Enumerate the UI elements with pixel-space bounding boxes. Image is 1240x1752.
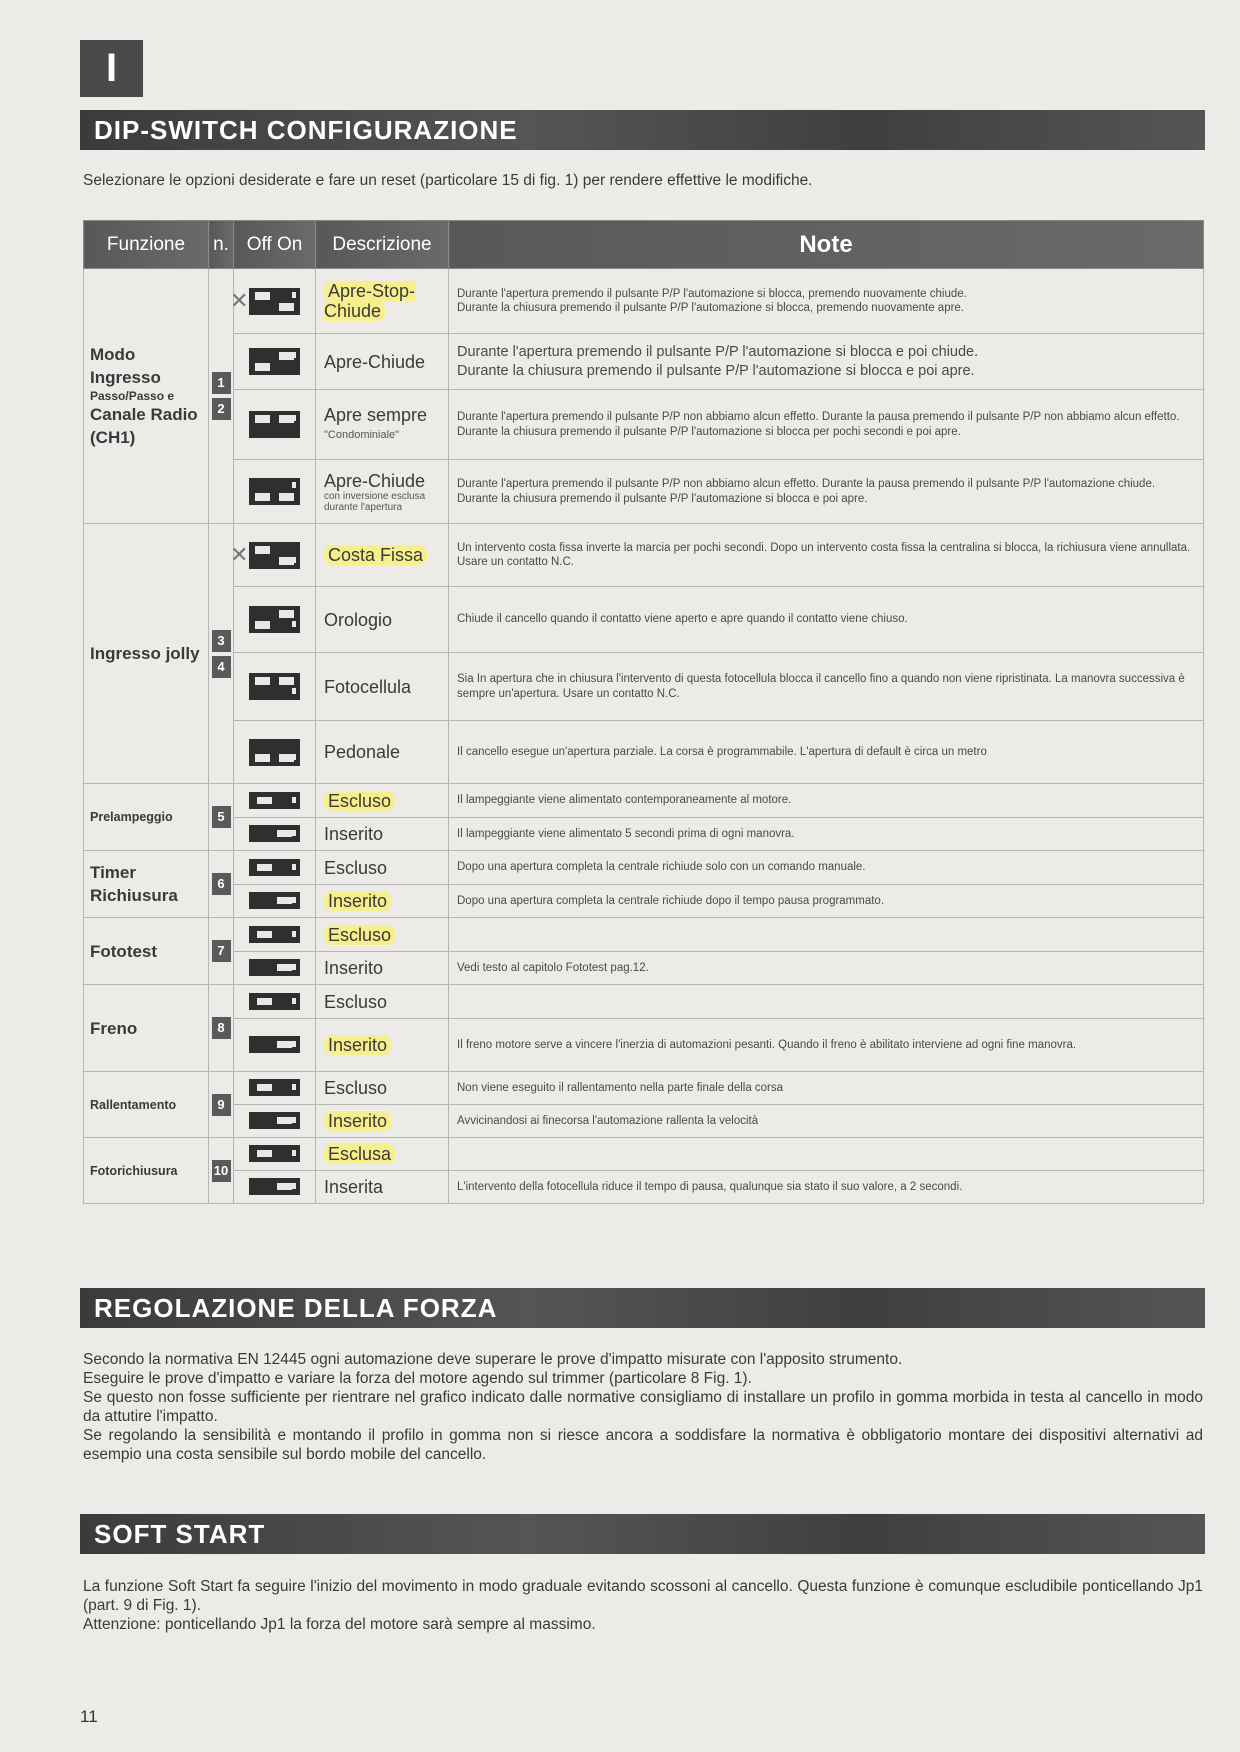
desc-cell: Inserito bbox=[316, 818, 449, 851]
highlight bbox=[324, 281, 415, 321]
switch-number: 9 bbox=[212, 1094, 231, 1116]
note-text: Durante la chiusura premendo il pulsante P/P l'automazione si blocca per pochi secondi e poi apre. bbox=[457, 425, 961, 438]
func-fotorichiusura: Fotorichiusura bbox=[84, 1138, 209, 1204]
note-text: Durante la chiusura premendo il pulsante P/P l'automazione si blocca e poi apre. bbox=[457, 362, 975, 379]
desc-cell bbox=[316, 1019, 449, 1072]
table-row bbox=[84, 524, 1204, 587]
note-cell bbox=[449, 269, 1204, 334]
desc-text: Esclusa bbox=[324, 1144, 395, 1164]
desc-cell: Escluso bbox=[316, 851, 449, 885]
dip-switch-cell bbox=[234, 1019, 316, 1072]
dip-switch-icon bbox=[249, 1036, 300, 1053]
desc-cell bbox=[316, 269, 449, 334]
desc-cell bbox=[316, 524, 449, 587]
dip-switch-icon bbox=[249, 673, 300, 700]
table-row bbox=[84, 1105, 1204, 1138]
desc-text: Apre-Stop- bbox=[328, 281, 416, 301]
n-cell bbox=[209, 851, 234, 918]
note-cell: Il cancello esegue un'apertura parziale. La corsa è programmabile. L'apertura di default è circa un metro bbox=[449, 721, 1204, 784]
dip-switch-icon bbox=[249, 825, 300, 842]
func-ingresso-jolly: Ingresso jolly bbox=[84, 524, 209, 784]
desc-cell bbox=[316, 390, 449, 460]
paragraph: Se questo non fosse sufficiente per rientrare nel grafico indicato dalle normative consigliamo di installare un profilo in gomma morbida in testa al cancello in modo da attutire l'impatto. bbox=[83, 1389, 1203, 1425]
note-cell: Durante l'apertura premendo il pulsante P/P non abbiamo alcun effetto. Durante la pausa premendo il pulsante P/P l'automazione chiude. Durante la chiusura premendo il pulsante P/P l'automazione si blocca e poi apre. bbox=[449, 460, 1204, 524]
dip-switch-cell bbox=[234, 918, 316, 952]
dip-switch-icon bbox=[249, 1178, 300, 1195]
table-row bbox=[84, 818, 1204, 851]
note-cell: Sia In apertura che in chiusura l'intervento di questa fotocellula blocca il cancello fino a quando non viene ripristinata. La manovra successiva è sempre un'apertura. Usare un contatto N.C. bbox=[449, 653, 1204, 721]
dip-switch-icon bbox=[249, 606, 300, 633]
desc-text: Apre-Chiude bbox=[324, 470, 426, 491]
desc-cell: Escluso bbox=[316, 985, 449, 1019]
switch-number: 5 bbox=[212, 806, 231, 828]
note-text: Durante l'apertura premendo il pulsante P/P non abbiamo alcun effetto. Durante la pausa premendo il pulsante P/P non abbiamo alcun effetto. bbox=[457, 411, 1180, 423]
dip-switch-icon bbox=[249, 411, 300, 438]
func-title2: Canale Radio (CH1) bbox=[90, 405, 198, 447]
switch-number: 7 bbox=[212, 940, 231, 962]
note-cell bbox=[449, 918, 1204, 952]
desc-cell bbox=[316, 918, 449, 952]
cross-mark-icon: ✕ bbox=[230, 541, 249, 567]
note-cell: Avvicinandosi ai finecorsa l'automazione rallenta la velocità bbox=[449, 1105, 1204, 1138]
dip-switch-cell bbox=[234, 587, 316, 653]
dip-switch-cell bbox=[234, 885, 316, 918]
desc-cell bbox=[316, 1138, 449, 1171]
dip-switch-cell bbox=[234, 334, 316, 390]
dip-switch-icon bbox=[249, 288, 300, 315]
note-cell bbox=[449, 334, 1204, 390]
desc-cell: Fotocellula bbox=[316, 653, 449, 721]
dip-section-title: DIP-SWITCH CONFIGURAZIONE bbox=[80, 110, 1205, 150]
dip-switch-cell bbox=[234, 1072, 316, 1105]
desc-text: Inserito bbox=[324, 1111, 391, 1131]
dip-switch-icon bbox=[249, 1079, 300, 1096]
note-cell: Dopo una apertura completa la centrale richiude solo con un comando manuale. bbox=[449, 851, 1204, 885]
dip-switch-cell bbox=[234, 721, 316, 784]
header-descrizione: Descrizione bbox=[316, 221, 449, 269]
dip-switch-icon bbox=[249, 1112, 300, 1129]
table-header bbox=[84, 221, 1204, 269]
note-text: Durante l'apertura premendo il pulsante P/P l'automazione si blocca e poi chiude. bbox=[457, 343, 979, 360]
forza-section-title: REGOLAZIONE DELLA FORZA bbox=[80, 1288, 1205, 1328]
note-cell: Vedi testo al capitolo Fototest pag.12. bbox=[449, 952, 1204, 985]
dip-switch-icon bbox=[249, 926, 300, 943]
paragraph: Se regolando la sensibilità e montando il profilo in gomma non si riesce ancora a soddisfare la normativa è obbligatorio montare dei dispositivi alternativi ad esempio una costa sensibile sul bordo mobile del cancello. bbox=[83, 1427, 1203, 1463]
table-row bbox=[84, 851, 1204, 885]
dip-switch-cell bbox=[234, 1105, 316, 1138]
desc-text: Chiude bbox=[324, 301, 382, 321]
dip-switch-icon bbox=[249, 542, 300, 569]
switch-number: 8 bbox=[212, 1017, 231, 1039]
table-row bbox=[84, 653, 1204, 721]
table-row bbox=[84, 460, 1204, 524]
dip-switch-icon bbox=[249, 892, 300, 909]
desc-text: Escluso bbox=[324, 791, 395, 811]
table-row bbox=[84, 1138, 1204, 1171]
dip-switch-icon bbox=[249, 959, 300, 976]
n-cell bbox=[209, 1072, 234, 1138]
func-modo-ingresso bbox=[84, 269, 209, 524]
note-cell: Un intervento costa fissa inverte la marcia per pochi secondi. Dopo un intervento costa fissa la centralina si blocca, la richiusura viene annullata. Usare un contatto N.C. bbox=[449, 524, 1204, 587]
n-cell bbox=[209, 985, 234, 1072]
desc-cell bbox=[316, 885, 449, 918]
language-badge: I bbox=[80, 40, 143, 97]
dip-switch-cell bbox=[234, 952, 316, 985]
dip-switch-table bbox=[83, 220, 1204, 1204]
switch-number: 3 bbox=[212, 630, 231, 652]
dip-switch-cell bbox=[234, 653, 316, 721]
note-cell: Il lampeggiante viene alimentato contemporaneamente al motore. bbox=[449, 784, 1204, 818]
dip-intro: Selezionare le opzioni desiderate e fare un reset (particolare 15 di fig. 1) per rendere effettive le modifiche. bbox=[83, 172, 813, 189]
table-row bbox=[84, 885, 1204, 918]
desc-text: Inserito bbox=[324, 1035, 391, 1055]
forza-text bbox=[83, 1350, 1203, 1464]
dip-switch-cell bbox=[234, 784, 316, 818]
note-cell bbox=[449, 390, 1204, 460]
note-cell: Chiude il cancello quando il contatto viene aperto e apre quando il contatto viene chiuso. bbox=[449, 587, 1204, 653]
dip-switch-cell bbox=[234, 985, 316, 1019]
func-timer-richiusura: Timer Richiusura bbox=[84, 851, 209, 918]
header-funzione: Funzione bbox=[84, 221, 209, 269]
n-cell bbox=[209, 918, 234, 985]
switch-number: 10 bbox=[212, 1160, 231, 1182]
func-freno: Freno bbox=[84, 985, 209, 1072]
desc-sub: con inversione esclusa durante l'apertura bbox=[324, 490, 426, 513]
paragraph: Attenzione: ponticellando Jp1 la forza del motore sarà sempre al massimo. bbox=[83, 1616, 596, 1633]
paragraph: La funzione Soft Start fa seguire l'inizio del movimento in modo graduale evitando scossoni al cancello. Questa funzione è comunque escludibile ponticellando Jp1 (part. 9 di Fig. 1). bbox=[83, 1578, 1203, 1614]
dip-switch-cell bbox=[230, 524, 316, 587]
table-row bbox=[84, 390, 1204, 460]
desc-cell: Apre-Chiude bbox=[316, 334, 449, 390]
table-row bbox=[84, 784, 1204, 818]
func-rallentamento: Rallentamento bbox=[84, 1072, 209, 1138]
table-row bbox=[84, 985, 1204, 1019]
dip-switch-icon bbox=[249, 478, 300, 505]
switch-number: 4 bbox=[212, 656, 231, 678]
header-offon: Off On bbox=[234, 221, 316, 269]
table-row bbox=[84, 918, 1204, 952]
dip-switch-icon bbox=[249, 859, 300, 876]
note-cell: L'intervento della fotocellula riduce il tempo di pausa, qualunque sia stato il suo valore, a 2 secondi. bbox=[449, 1171, 1204, 1204]
page-number: 11 bbox=[80, 1707, 98, 1726]
paragraph: Secondo la normativa EN 12445 ogni automazione deve superare le prove d'impatto misurate con l'apposito strumento. bbox=[83, 1351, 903, 1368]
note-cell: Non viene eseguito il rallentamento nella parte finale della corsa bbox=[449, 1072, 1204, 1105]
func-title: Modo Ingresso bbox=[90, 345, 161, 387]
func-prelampeggio: Prelampeggio bbox=[84, 784, 209, 851]
dip-switch-cell bbox=[234, 1171, 316, 1204]
desc-text: Escluso bbox=[324, 925, 395, 945]
dip-switch-icon bbox=[249, 1145, 300, 1162]
desc-cell: Pedonale bbox=[316, 721, 449, 784]
dip-switch-icon bbox=[249, 739, 300, 766]
note-cell bbox=[449, 1138, 1204, 1171]
header-note: Note bbox=[449, 221, 1204, 269]
desc-cell: Orologio bbox=[316, 587, 449, 653]
n-cell bbox=[209, 784, 234, 851]
table-row bbox=[84, 1019, 1204, 1072]
dip-switch-cell bbox=[234, 1138, 316, 1171]
dip-switch-cell bbox=[234, 390, 316, 460]
table-row bbox=[84, 1072, 1204, 1105]
dip-switch-icon bbox=[249, 348, 300, 375]
desc-cell bbox=[316, 1105, 449, 1138]
switch-number: 2 bbox=[212, 398, 231, 420]
note-text: Durante l'apertura premendo il pulsante P/P l'automazione si blocca, premendo nuovamente chiude. bbox=[457, 287, 967, 300]
paragraph: Eseguire le prove d'impatto e variare la forza del motore agendo sul trimmer (particolare 8 Fig. 1). bbox=[83, 1370, 752, 1387]
func-subtitle: Passo/Passo e bbox=[90, 389, 175, 403]
soft-start-text bbox=[83, 1577, 1203, 1634]
note-cell: Il freno motore serve a vincere l'inerzia di automazioni pesanti. Quando il freno è abilitato interviene ad ogni fine manovra. bbox=[449, 1019, 1204, 1072]
dip-switch-cell bbox=[234, 460, 316, 524]
n-cell bbox=[209, 1138, 234, 1204]
note-cell: Il lampeggiante viene alimentato 5 secondi prima di ogni manovra. bbox=[449, 818, 1204, 851]
cross-mark-icon: ✕ bbox=[230, 287, 249, 313]
desc-text: Costa Fissa bbox=[324, 545, 427, 565]
soft-start-section-title: SOFT START bbox=[80, 1514, 1205, 1554]
table-row bbox=[84, 334, 1204, 390]
dip-switch-cell bbox=[234, 818, 316, 851]
switch-number: 6 bbox=[212, 873, 231, 895]
desc-sub: "Condominiale" bbox=[324, 428, 400, 441]
table-row bbox=[84, 269, 1204, 334]
desc-cell: Inserito bbox=[316, 952, 449, 985]
table-row bbox=[84, 587, 1204, 653]
dip-switch-icon bbox=[249, 792, 300, 809]
note-cell: Dopo una apertura completa la centrale richiude dopo il tempo pausa programmato. bbox=[449, 885, 1204, 918]
desc-cell: Escluso bbox=[316, 1072, 449, 1105]
desc-cell: Inserita bbox=[316, 1171, 449, 1204]
switch-number: 1 bbox=[212, 372, 231, 394]
desc-text: Inserito bbox=[324, 891, 391, 911]
header-n: n. bbox=[209, 221, 234, 269]
desc-text: Apre sempre bbox=[324, 404, 428, 425]
func-fototest: Fototest bbox=[84, 918, 209, 985]
dip-switch-cell bbox=[230, 269, 316, 334]
dip-switch-icon bbox=[249, 993, 300, 1010]
table-row bbox=[84, 952, 1204, 985]
table-row bbox=[84, 721, 1204, 784]
desc-cell bbox=[316, 460, 449, 524]
table-row bbox=[84, 1171, 1204, 1204]
dip-switch-cell bbox=[234, 851, 316, 885]
note-cell bbox=[449, 985, 1204, 1019]
note-text: Durante la chiusura premendo il pulsante P/P l'automazione si blocca, premendo nuovamente apre. bbox=[457, 302, 965, 314]
desc-cell bbox=[316, 784, 449, 818]
